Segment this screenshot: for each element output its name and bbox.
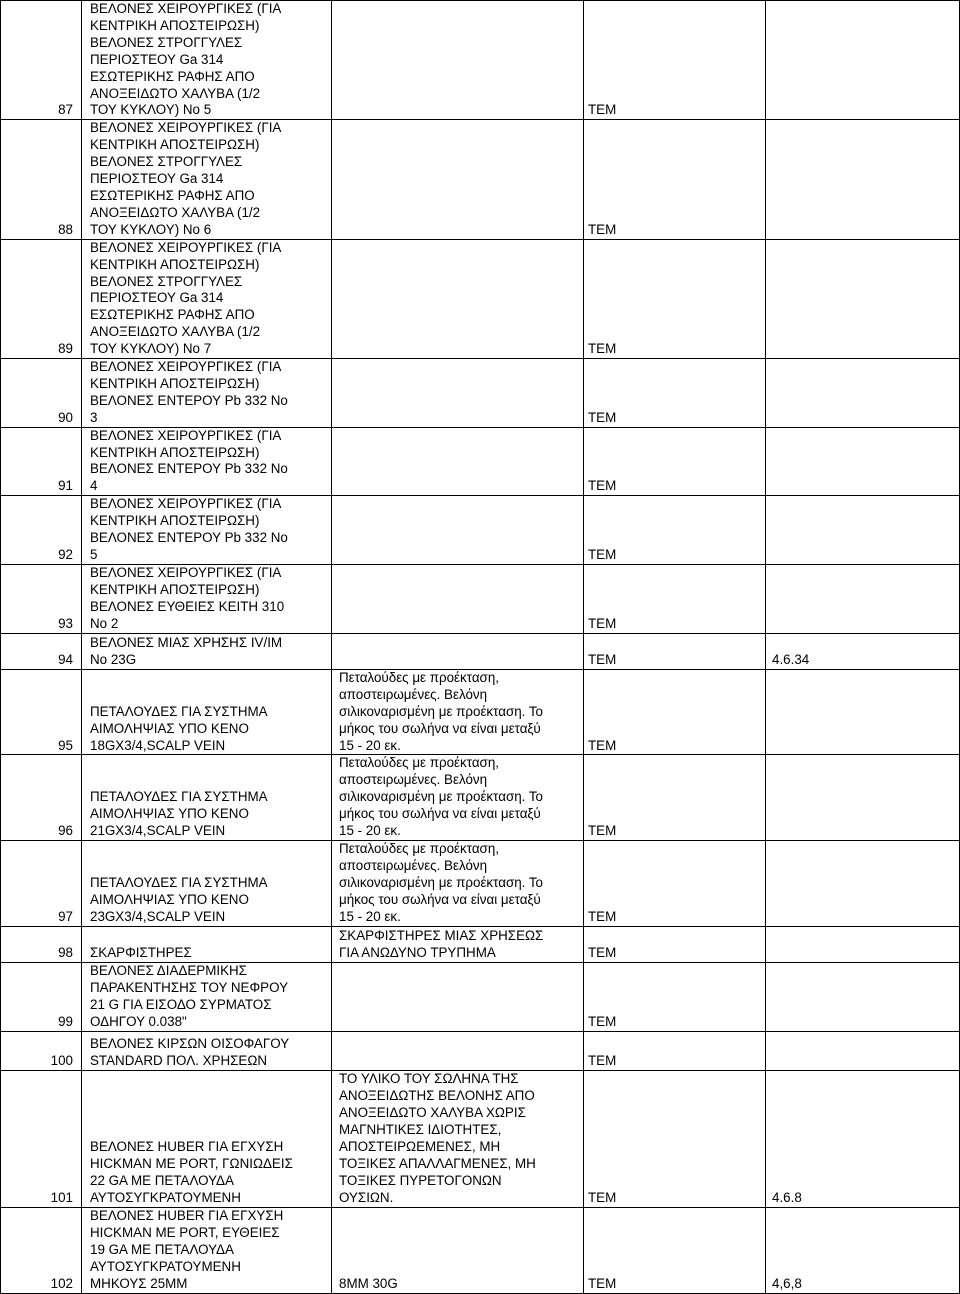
table-row <box>1 496 960 565</box>
item-description: ΒΕΛΟΝΕΣ HUBER ΓΙΑ ΕΓΧΥΣΗ HICKMAN ΜΕ PORT, ΕΥΘΕΙΕΣ 19 GA ΜΕ ΠΕΤΑΛΟΥΔΑ ΑΥΤΟΣΥΓΚΡΑΤΟΥΜΕΝΗ ΜΗΚΟΥΣ 25ΜΜ <box>82 1207 332 1293</box>
item-number: 95 <box>1 669 82 755</box>
item-unit: ΤΕΜ <box>584 359 766 428</box>
table-row <box>1 1031 960 1070</box>
item-number: 91 <box>1 427 82 496</box>
item-unit: ΤΕΜ <box>584 633 766 669</box>
item-reference: 4.6.8 <box>766 1070 960 1207</box>
item-reference <box>766 120 960 239</box>
item-specification: 8ΜΜ 30G <box>332 1207 584 1293</box>
item-unit: ΤΕΜ <box>584 926 766 962</box>
item-number: 98 <box>1 926 82 962</box>
item-number: 94 <box>1 633 82 669</box>
item-unit: ΤΕΜ <box>584 755 766 841</box>
table-row <box>1 755 960 841</box>
item-specification: ΣΚΑΡΦΙΣΤΗΡΕΣ ΜΙΑΣ ΧΡΗΣΕΩΣ ΓΙΑ ΑΝΩΔΥΝΟ ΤΡΥΠΗΜΑ <box>332 926 584 962</box>
item-specification <box>332 1 584 120</box>
item-specification <box>332 427 584 496</box>
table-row <box>1 633 960 669</box>
item-unit: ΤΕΜ <box>584 840 766 926</box>
item-reference <box>766 840 960 926</box>
table-row <box>1 427 960 496</box>
item-reference <box>766 359 960 428</box>
item-reference: 4.6.34 <box>766 633 960 669</box>
table-row <box>1 669 960 755</box>
item-description: ΒΕΛΟΝΕΣ ΧΕΙΡΟΥΡΓΙΚΕΣ (ΓΙΑ ΚΕΝΤΡΙΚΗ ΑΠΟΣΤΕΙΡΩΣΗ) ΒΕΛΟΝΕΣ ΣΤΡΟΓΓΥΛΕΣ ΠΕΡΙΟΣΤΕΟΥ Ga 314 ΕΣΩΤΕΡΙΚΗΣ ΡΑΦΗΣ ΑΠΟ ΑΝΟΞΕΙΔΩΤΟ ΧΑΛΥΒΑ (1/2 ΤΟΥ ΚΥΚΛΟΥ) No 7 <box>82 239 332 358</box>
item-unit: ΤΕΜ <box>584 1031 766 1070</box>
item-number: 99 <box>1 962 82 1031</box>
item-reference <box>766 496 960 565</box>
item-number: 87 <box>1 1 82 120</box>
table-row <box>1 962 960 1031</box>
item-description: ΒΕΛΟΝΕΣ ΧΕΙΡΟΥΡΓΙΚΕΣ (ΓΙΑ ΚΕΝΤΡΙΚΗ ΑΠΟΣΤΕΙΡΩΣΗ) ΒΕΛΟΝΕΣ ΣΤΡΟΓΓΥΛΕΣ ΠΕΡΙΟΣΤΕΟΥ Ga 314 ΕΣΩΤΕΡΙΚΗΣ ΡΑΦΗΣ ΑΠΟ ΑΝΟΞΕΙΔΩΤΟ ΧΑΛΥΒΑ (1/2 ΤΟΥ ΚΥΚΛΟΥ) No 6 <box>82 120 332 239</box>
item-number: 97 <box>1 840 82 926</box>
item-description: ΠΕΤΑΛΟΥΔΕΣ ΓΙΑ ΣΥΣΤΗΜΑ ΑΙΜΟΛΗΨΙΑΣ ΥΠΟ ΚΕΝΟ 18GX3/4,SCALP VEIN <box>82 669 332 755</box>
item-number: 102 <box>1 1207 82 1293</box>
table-row <box>1 1070 960 1207</box>
item-unit: ΤΕΜ <box>584 962 766 1031</box>
item-number: 96 <box>1 755 82 841</box>
item-number: 101 <box>1 1070 82 1207</box>
item-specification <box>332 359 584 428</box>
item-reference <box>766 1031 960 1070</box>
item-unit: ΤΕΜ <box>584 1 766 120</box>
item-specification: ΤΟ ΥΛΙΚΟ ΤΟΥ ΣΩΛΗΝΑ ΤΗΣ ΑΝΟΞΕΙΔΩΤΗΣ ΒΕΛΟΝΗΣ ΑΠΟ ΑΝΟΞΕΙΔΩΤΟ ΧΑΛΥΒΑ ΧΩΡΙΣ ΜΑΓΝΗΤΙΚΕΣ ΙΔΙΟΤΗΤΕΣ, ΑΠΟΣΤΕΙΡΩΕΜΕΝΕΣ, ΜΗ ΤΟΞΙΚΕΣ ΑΠΑΛΛΑΓΜΕΝΕΣ, ΜΗ ΤΟΞΙΚΕΣ ΠΥΡΕΤΟΓΟΝΩΝ ΟΥΣΙΩΝ. <box>332 1070 584 1207</box>
item-unit: ΤΕΜ <box>584 427 766 496</box>
item-unit: ΤΕΜ <box>584 1207 766 1293</box>
item-specification <box>332 564 584 633</box>
item-description: ΒΕΛΟΝΕΣ ΚΙΡΣΩΝ ΟΙΣΟΦΑΓΟΥ STANDARD ΠΟΛ. ΧΡΗΣΕΩΝ <box>82 1031 332 1070</box>
item-unit: ΤΕΜ <box>584 496 766 565</box>
item-specification <box>332 120 584 239</box>
item-specification <box>332 496 584 565</box>
item-description: ΒΕΛΟΝΕΣ ΔΙΑΔΕΡΜΙΚΗΣ ΠΑΡΑΚΕΝΤΗΣΗΣ ΤΟΥ ΝΕΦΡΟΥ 21 G ΓΙΑ ΕΙΣΟΔΟ ΣΥΡΜΑΤΟΣ ΟΔΗΓΟΥ 0.038" <box>82 962 332 1031</box>
table-row <box>1 120 960 239</box>
item-description: ΠΕΤΑΛΟΥΔΕΣ ΓΙΑ ΣΥΣΤΗΜΑ ΑΙΜΟΛΗΨΙΑΣ ΥΠΟ ΚΕΝΟ 23GX3/4,SCALP VEIN <box>82 840 332 926</box>
item-specification <box>332 1031 584 1070</box>
item-specification: Πεταλούδες με προέκταση, αποστειρωμένες. Βελόνη σιλικοναρισμένη με προέκταση. Το μήκος του σωλήνα να είναι μεταξύ 15 - 20 εκ. <box>332 755 584 841</box>
item-reference <box>766 755 960 841</box>
table-row <box>1 840 960 926</box>
item-description: ΣΚΑΡΦΙΣΤΗΡΕΣ <box>82 926 332 962</box>
table-row <box>1 1 960 120</box>
table-row <box>1 239 960 358</box>
item-number: 100 <box>1 1031 82 1070</box>
item-unit: ΤΕΜ <box>584 669 766 755</box>
item-number: 93 <box>1 564 82 633</box>
item-specification <box>332 633 584 669</box>
item-description: ΒΕΛΟΝΕΣ ΧΕΙΡΟΥΡΓΙΚΕΣ (ΓΙΑ ΚΕΝΤΡΙΚΗ ΑΠΟΣΤΕΙΡΩΣΗ) ΒΕΛΟΝΕΣ ΕΝΤΕΡΟΥ Pb 332 No 3 <box>82 359 332 428</box>
item-reference <box>766 427 960 496</box>
item-number: 90 <box>1 359 82 428</box>
item-description: ΒΕΛΟΝΕΣ ΧΕΙΡΟΥΡΓΙΚΕΣ (ΓΙΑ ΚΕΝΤΡΙΚΗ ΑΠΟΣΤΕΙΡΩΣΗ) ΒΕΛΟΝΕΣ ΕΥΘΕΙΕΣ ΚΕΙΤΗ 310 No 2 <box>82 564 332 633</box>
item-description: ΒΕΛΟΝΕΣ HUBER ΓΙΑ ΕΓΧΥΣΗ HICKMAN ΜΕ PORT, ΓΩΝΙΩΔΕΙΣ 22 GA ΜΕ ΠΕΤΑΛΟΥΔΑ ΑΥΤΟΣΥΓΚΡΑΤΟΥΜΕΝΗ <box>82 1070 332 1207</box>
table-row <box>1 926 960 962</box>
item-reference <box>766 1 960 120</box>
item-unit: ΤΕΜ <box>584 564 766 633</box>
item-description: ΒΕΛΟΝΕΣ ΧΕΙΡΟΥΡΓΙΚΕΣ (ΓΙΑ ΚΕΝΤΡΙΚΗ ΑΠΟΣΤΕΙΡΩΣΗ) ΒΕΛΟΝΕΣ ΕΝΤΕΡΟΥ Pb 332 No 4 <box>82 427 332 496</box>
item-description: ΒΕΛΟΝΕΣ ΜΙΑΣ ΧΡΗΣΗΣ IV/IM No 23G <box>82 633 332 669</box>
table-row <box>1 564 960 633</box>
item-description: ΒΕΛΟΝΕΣ ΧΕΙΡΟΥΡΓΙΚΕΣ (ΓΙΑ ΚΕΝΤΡΙΚΗ ΑΠΟΣΤΕΙΡΩΣΗ) ΒΕΛΟΝΕΣ ΕΝΤΕΡΟΥ Pb 332 No 5 <box>82 496 332 565</box>
item-number: 92 <box>1 496 82 565</box>
item-unit: ΤΕΜ <box>584 1070 766 1207</box>
table-row <box>1 1207 960 1293</box>
item-reference <box>766 669 960 755</box>
item-number: 88 <box>1 120 82 239</box>
item-reference <box>766 564 960 633</box>
item-specification: Πεταλούδες με προέκταση, αποστειρωμένες. Βελόνη σιλικοναρισμένη με προέκταση. Το μήκος του σωλήνα να είναι μεταξύ 15 - 20 εκ. <box>332 669 584 755</box>
item-description: ΠΕΤΑΛΟΥΔΕΣ ΓΙΑ ΣΥΣΤΗΜΑ ΑΙΜΟΛΗΨΙΑΣ ΥΠΟ ΚΕΝΟ 21GX3/4,SCALP VEIN <box>82 755 332 841</box>
item-reference <box>766 239 960 358</box>
item-reference: 4,6,8 <box>766 1207 960 1293</box>
item-unit: ΤΕΜ <box>584 120 766 239</box>
item-specification: Πεταλούδες με προέκταση, αποστειρωμένες. Βελόνη σιλικοναρισμένη με προέκταση. Το μήκος του σωλήνα να είναι μεταξύ 15 - 20 εκ. <box>332 840 584 926</box>
table-row <box>1 359 960 428</box>
item-specification <box>332 962 584 1031</box>
item-specification <box>332 239 584 358</box>
item-number: 89 <box>1 239 82 358</box>
item-reference <box>766 962 960 1031</box>
item-description: ΒΕΛΟΝΕΣ ΧΕΙΡΟΥΡΓΙΚΕΣ (ΓΙΑ ΚΕΝΤΡΙΚΗ ΑΠΟΣΤΕΙΡΩΣΗ) ΒΕΛΟΝΕΣ ΣΤΡΟΓΓΥΛΕΣ ΠΕΡΙΟΣΤΕΟΥ Ga 314 ΕΣΩΤΕΡΙΚΗΣ ΡΑΦΗΣ ΑΠΟ ΑΝΟΞΕΙΔΩΤΟ ΧΑΛΥΒΑ (1/2 ΤΟΥ ΚΥΚΛΟΥ) No 5 <box>82 1 332 120</box>
item-unit: ΤΕΜ <box>584 239 766 358</box>
item-reference <box>766 926 960 962</box>
